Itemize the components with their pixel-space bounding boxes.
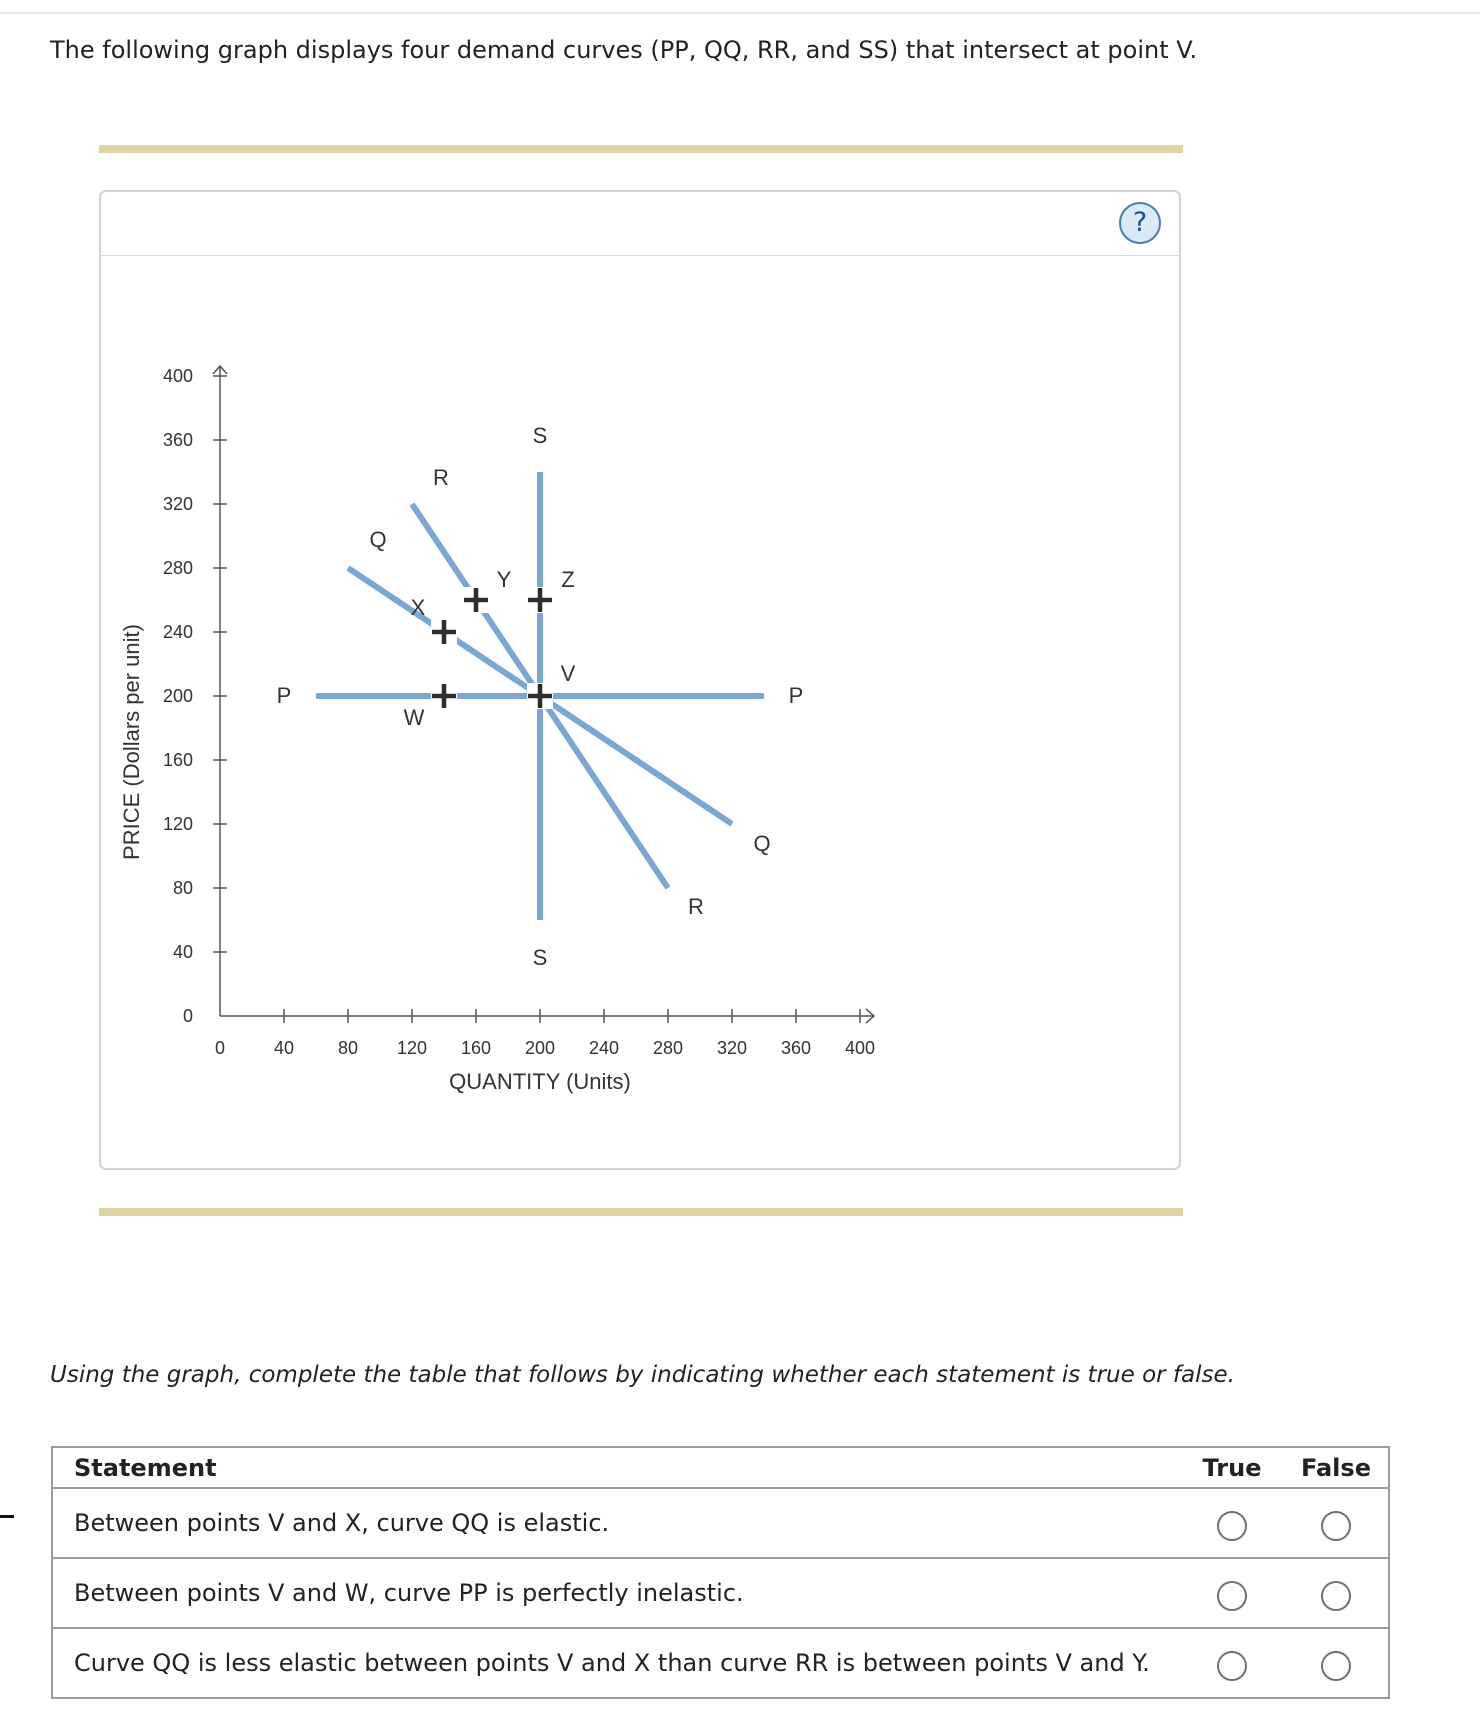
- y-tick-label: 240: [162, 622, 193, 642]
- y-tick-label: 120: [162, 814, 193, 834]
- statement-2: Between points V and W, curve PP is perfectly inelastic.: [52, 1558, 1180, 1628]
- y-tick-label: 160: [162, 750, 193, 770]
- intro-text: The following graph displays four demand curves (PP, QQ, RR, and SS) that intersect at point V.: [50, 36, 1198, 64]
- x-tick-label: 240: [588, 1038, 620, 1058]
- statement-1: Between points V and X, curve QQ is elastic.: [52, 1488, 1180, 1558]
- y-tick-label: 280: [162, 558, 193, 578]
- curve-label-pp-end: P: [788, 683, 804, 708]
- radio-true-3[interactable]: [1217, 1651, 1247, 1681]
- point-label-v: V: [560, 661, 576, 686]
- x-tick-label: 400: [844, 1038, 876, 1058]
- x-tick-label: 160: [460, 1038, 492, 1058]
- curve-label-pp-start: P: [276, 683, 292, 708]
- statement-table: [51, 1446, 1390, 1699]
- point-label-w: W: [403, 705, 425, 730]
- table-row: [52, 1628, 1389, 1698]
- point-label-y: Y: [496, 567, 512, 592]
- curve-label-rr-start: R: [433, 465, 449, 490]
- y-tick-label: 360: [162, 430, 193, 450]
- table-row: [52, 1488, 1389, 1558]
- table-header-row: [52, 1447, 1389, 1488]
- y-tick-label: 320: [162, 494, 193, 514]
- x-tick-label: 280: [652, 1038, 684, 1058]
- left-edge-mark: [0, 1515, 14, 1518]
- x-tick-label: 120: [396, 1038, 428, 1058]
- bottom-divider: [99, 1208, 1183, 1216]
- point-label-x: X: [410, 595, 426, 620]
- x-tick-label: 40: [273, 1038, 295, 1058]
- statement-3: Curve QQ is less elastic between points V and X than curve RR is between points V and Y.: [52, 1628, 1180, 1698]
- curve-label-qq-end: Q: [753, 831, 771, 856]
- x-tick-label: 360: [780, 1038, 812, 1058]
- y-tick-label: 80: [172, 878, 193, 898]
- help-icon[interactable]: ?: [1119, 202, 1161, 244]
- x-tick-label: 200: [524, 1038, 556, 1058]
- radio-false-3[interactable]: [1321, 1651, 1351, 1681]
- radio-false-2[interactable]: [1321, 1581, 1351, 1611]
- table-row: [52, 1558, 1389, 1628]
- point-label-z: Z: [561, 567, 575, 592]
- radio-false-1[interactable]: [1321, 1511, 1351, 1541]
- y-tick-label: 200: [162, 686, 193, 706]
- instruction-text: Using the graph, complete the table that follows by indicating whether each statement is true or false.: [50, 1362, 1235, 1388]
- y-tick-label: 40: [172, 942, 193, 962]
- x-tick-label: 80: [337, 1038, 359, 1058]
- x-tick-label: 320: [716, 1038, 748, 1058]
- curve-label-rr-end: R: [688, 894, 704, 919]
- curve-label-ss-start: S: [532, 423, 548, 448]
- curve-label-ss-end: S: [532, 945, 548, 970]
- curve-label-qq-start: Q: [369, 527, 387, 552]
- header-false: False: [1284, 1447, 1389, 1488]
- radio-true-1[interactable]: [1217, 1511, 1247, 1541]
- y-axis-title: PRICE (Dollars per unit): [119, 624, 144, 860]
- header-true: True: [1180, 1447, 1284, 1488]
- x-tick-label: 0: [214, 1038, 226, 1058]
- radio-true-2[interactable]: [1217, 1581, 1247, 1611]
- y-tick-label: 0: [182, 1006, 193, 1026]
- header-statement: Statement: [52, 1447, 1180, 1488]
- y-tick-label: 400: [162, 366, 193, 386]
- x-axis-title: QUANTITY (Units): [449, 1069, 631, 1094]
